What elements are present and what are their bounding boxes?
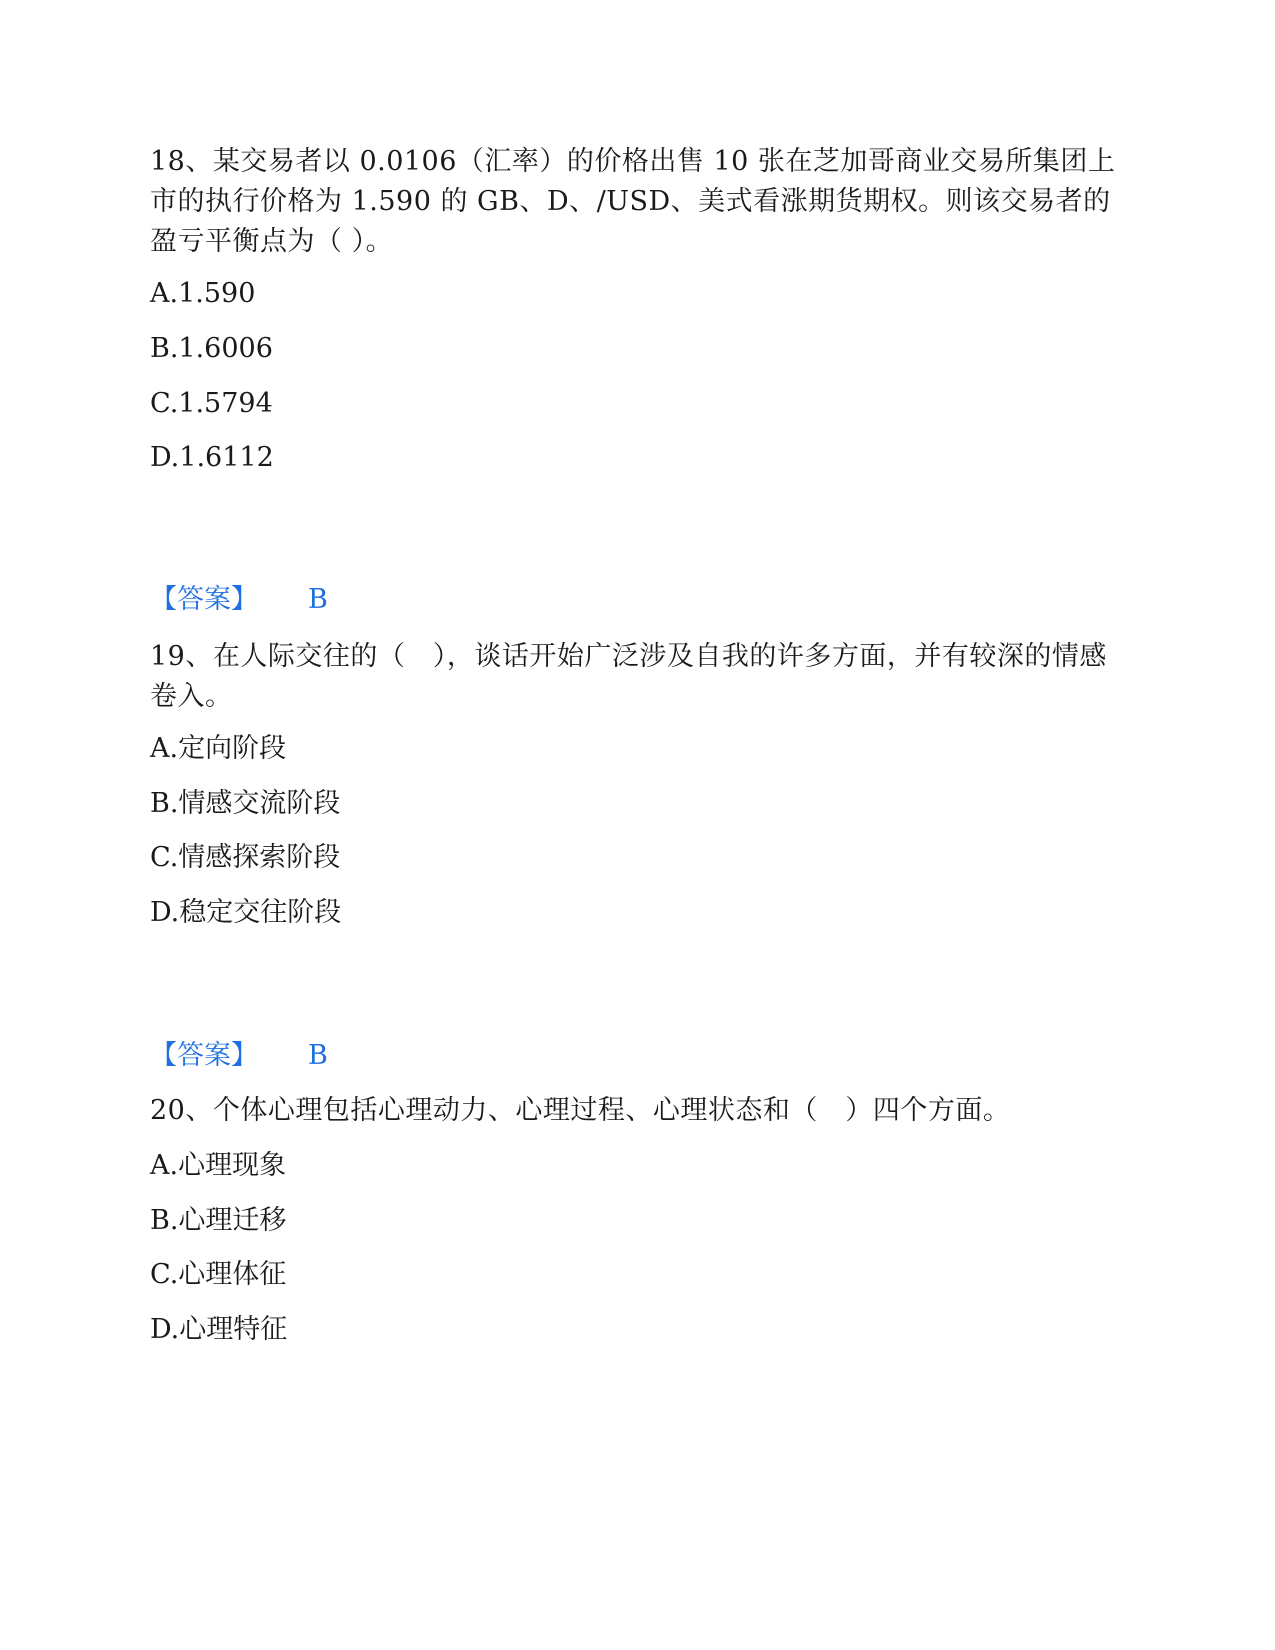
answer-value: B (308, 584, 328, 615)
answer-line (150, 1036, 328, 1076)
option-b: B.1.6006 (150, 333, 273, 364)
question-stem: 19、在人际交往的（ ），谈话开始广泛涉及自我的许多方面，并有较深的情感卷入。 (150, 641, 1107, 712)
question-19 (150, 637, 1130, 928)
option-a: A.心理现象 (150, 1150, 287, 1181)
option-d: D.1.6112 (150, 442, 274, 473)
question-20 (150, 1091, 1130, 1345)
answer-value: B (308, 1040, 328, 1071)
option-d: D.稳定交往阶段 (150, 897, 342, 928)
answer-line (150, 580, 328, 620)
question-18 (150, 142, 1130, 473)
option-b: B.心理迁移 (150, 1205, 287, 1236)
question-stem: 18、某交易者以 0.0106（汇率）的价格出售 10 张在芝加哥商业交易所集团上市的执行价格为 1.590 的 GB、D、/USD、美式看涨期货期权。则该交易者的盈亏平衡点为（ ）。 (150, 146, 1116, 257)
option-d: D.心理特征 (150, 1314, 288, 1345)
option-a: A.1.590 (150, 278, 256, 309)
option-a: A.定向阶段 (150, 733, 287, 764)
option-c: C.情感探索阶段 (150, 842, 341, 873)
question-stem: 20、个体心理包括心理动力、心理过程、心理状态和（ ）四个方面。 (150, 1095, 1011, 1126)
answer-label: 【答案】 (150, 584, 258, 615)
option-c: C.1.5794 (150, 388, 273, 419)
answer-label: 【答案】 (150, 1040, 258, 1071)
option-c: C.心理体征 (150, 1259, 287, 1290)
option-b: B.情感交流阶段 (150, 788, 341, 819)
